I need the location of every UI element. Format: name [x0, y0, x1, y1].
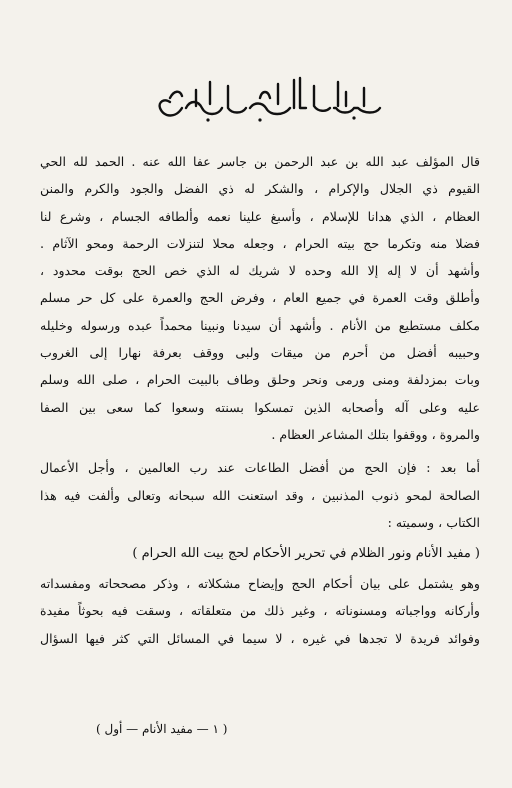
- basmala-calligraphy-graphic: [150, 68, 390, 128]
- text-line: وأشهد أن لا إله إلا الله وحده لا شريك له الذي خص الحج بوقت محدود ،: [40, 263, 480, 279]
- main-paragraph: [40, 454, 480, 536]
- text-line: وأركانه وواجباته ومسنوناته ، وغير ذلك من متعلقاته ، وسقت فيه بحوثاً مفيدة: [40, 603, 480, 619]
- text-line: وبات بمزدلفة ومنى ورمى ونحر وحلق وطاف بالبيت الحرام ، صلى الله وسلم: [40, 372, 480, 388]
- text-line: أما بعد : فإن الحج من أفضل الطاعات عند رب العالمين ، وأجل الأعمال: [40, 460, 480, 476]
- text-line: الصالحة لمحو ذنوب المذنبين ، وقد استعنت الله سبحانه وتعالى وألفت فيه هذا: [40, 487, 480, 503]
- text-line: وأطلق وقت العمرة في جميع العام ، وفرض الحج والعمرة على كل حر مسلم: [40, 290, 480, 306]
- page-footer-signature: ( ١ — مفيد الأنام — أول ): [96, 722, 228, 736]
- text-line: وحبيبه أفضل من أحرم من ميقات ولبى ووقف بعرفة نهارا إلى الغروب: [40, 345, 480, 361]
- basmala-calligraphy: [150, 68, 390, 128]
- text-line: والمروة ، ووقفوا بتلك المشاعر العظام .: [271, 426, 480, 442]
- text-line: مكلف مستطيع من الأنام . وأشهد أن سيدنا ونبينا محمداً عبده ورسوله وخليله: [40, 317, 480, 333]
- book-title: ( مفيد الأنام ونور الظلام في تحرير الأحكام لحج بيت الله الحرام ): [132, 546, 480, 562]
- text-line: الكتاب ، وسميته :: [387, 514, 480, 530]
- introduction-paragraph: [40, 148, 480, 448]
- text-line: فضلا منه وتكرما حج بيته الحرام ، وجعله محلا لتنزلات الرحمة ومحو الآثام .: [40, 235, 480, 251]
- description-paragraph: [40, 570, 480, 652]
- text-line: القيوم ذي الجلال والإكرام ، والشكر له ذي الفضل والجود والكرم والمنن: [40, 181, 480, 197]
- page-body: [40, 148, 480, 652]
- text-line: العظام ، الذي هدانا للإسلام ، وأسبغ علينا نعمه وألطافه الجسام ، وشرع لنا: [40, 208, 480, 224]
- text-line: وفوائد فريدة لا تجدها في غيره ، لا سيما في المسائل التي كثر فيها السؤال: [40, 630, 480, 646]
- text-line: وهو يشتمل على بيان أحكام الحج وإيضاح مشكلاته ، وذكر مصححاته ومفسداته: [40, 576, 480, 592]
- text-line: قال المؤلف عبد الله بن عبد الرحمن بن جاسر عفا الله عنه . الحمد لله الحي: [40, 154, 480, 169]
- text-line: عليه وعلى آله وأصحابه الذين تمسكوا بسنته وسعوا كما سعى بين الصفا: [40, 399, 480, 415]
